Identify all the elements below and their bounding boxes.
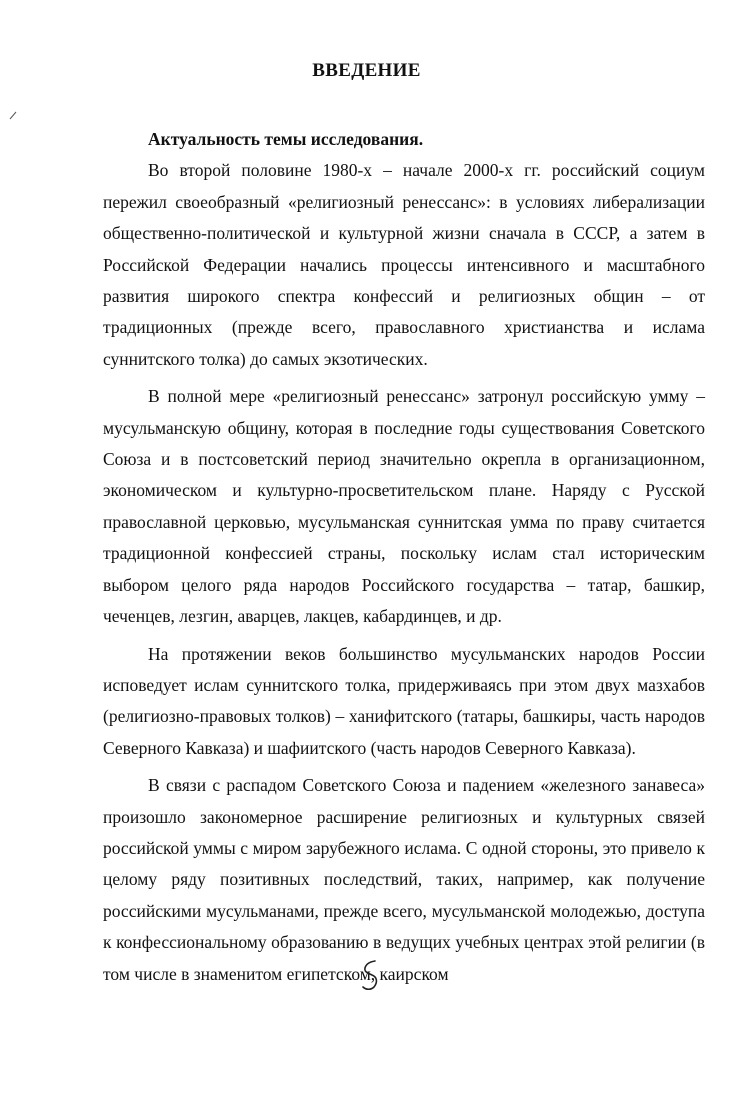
paragraph-1: Во второй половине 1980-х – начале 2000-х гг. российский социум пережил своеобразный «религиозный ренессанс»: в условиях либерализации общественно-политической и культурной жизни сначала в СССР, а затем в Российской Федерации начались процессы интенсивного и масштабного развития широкого спектра конфессий и религиозных общин – от традиционных (прежде всего, православного христианства и ислама суннитского толка) до самых экзотических. xyxy=(103,160,705,369)
stray-pen-mark xyxy=(8,110,18,120)
document-body xyxy=(103,124,705,990)
section-heading: Актуальность темы исследования. xyxy=(148,129,424,149)
handwritten-page-number xyxy=(357,958,383,994)
paragraph-4: В связи с распадом Советского Союза и падением «железного занавеса» произошло закономерное расширение религиозных и культурных связей российской уммы с миром зарубежного ислама. С одной стороны, это привело к целому ряду позитивных последствий, таких, например, как получение российскими мусульманами, прежде всего, мусульманской молодежью, доступа к конфессиональному образованию в ведущих учебных центрах этой религии (в том числе в знаменитом египетском, каирском xyxy=(103,775,705,984)
paragraph-3: На протяжении веков большинство мусульманских народов России исповедует ислам суннитского толка, придерживаясь при этом двух мазхабов (религиозно-правовых толков) – ханифитского (татары, башкиры, часть народов Северного Кавказа) и шафиитского (часть народов Северного Кавказа). xyxy=(103,643,705,758)
paragraph-2: В полной мере «религиозный ренессанс» затронул российскую умму – мусульманскую общину, которая в последние годы существования Советского Союза и в постсоветский период значительно окрепла в организационном, экономическом и культурно-просветительском плане. Наряду с Русской православной церковью, мусульманская суннитская умма по праву считается традиционной конфессией страны, поскольку ислам стал историческим выбором целого ряда народов Российского государства – татар, башкир, чеченцев, лезгин, аварцев, лакцев, кабардинцев, и др. xyxy=(103,386,705,627)
page-title: ВВЕДЕНИЕ xyxy=(312,60,421,81)
